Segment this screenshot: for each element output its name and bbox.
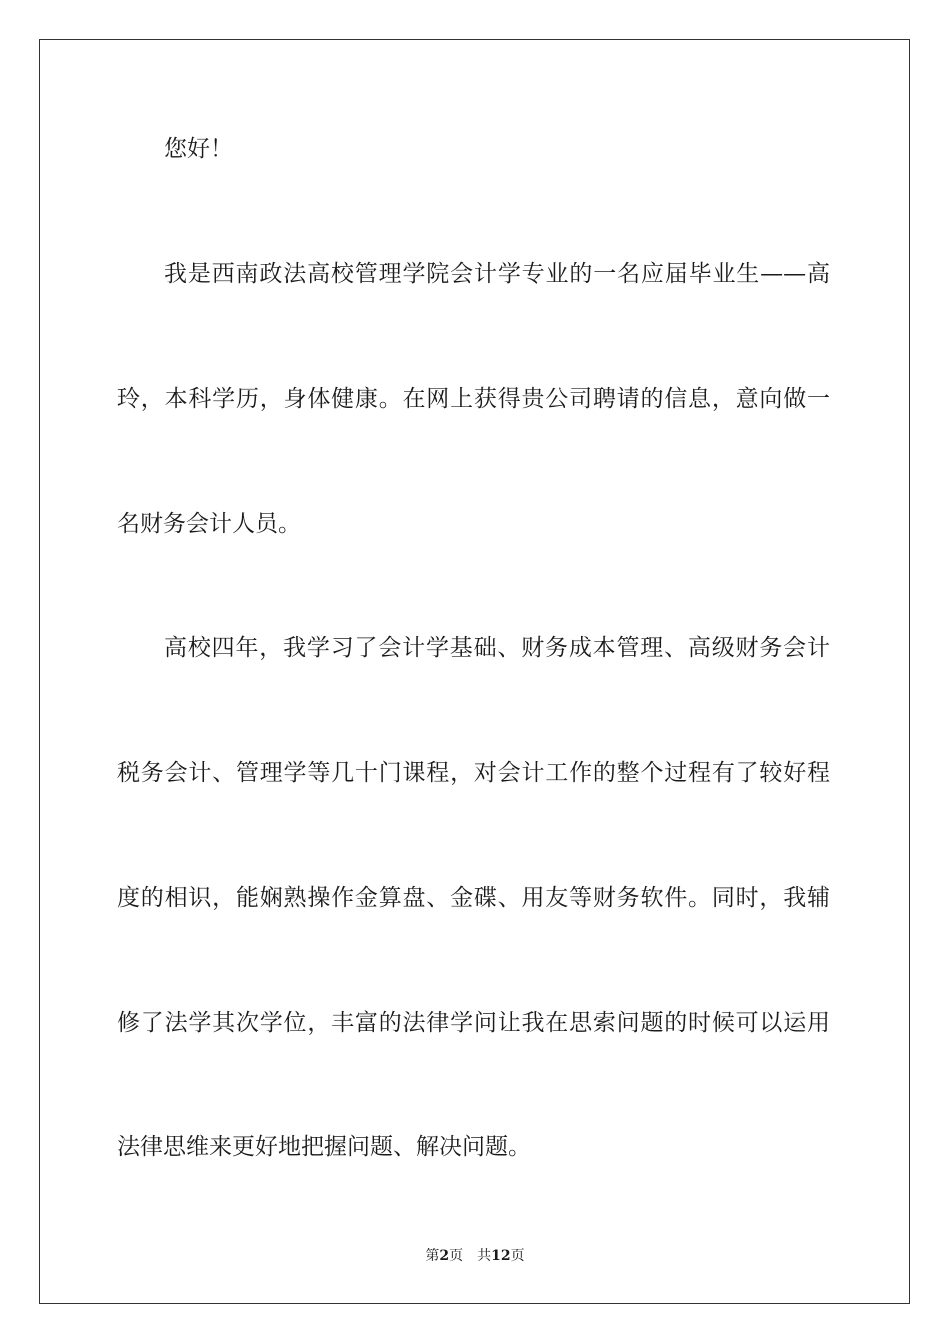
body-line-7: 修了法学其次学位，丰富的法律学问让我在思索问题的时候可以运用 — [117, 1010, 830, 1036]
page-footer — [0, 1246, 950, 1266]
body-line-2: 玲，本科学历，身体健康。在网上获得贵公司聘请的信息，意向做一 — [117, 386, 830, 412]
footer-page-prefix: 第 — [425, 1248, 440, 1264]
body-line-3: 名财务会计人员。 — [117, 511, 301, 537]
footer-total-unit: 页 — [510, 1248, 525, 1264]
page-border — [39, 39, 910, 1304]
body-line-5: 税务会计、管理学等几十门课程，对会计工作的整个过程有了较好程 — [117, 760, 830, 786]
body-line-4: 高校四年，我学习了会计学基础、财务成本管理、高级财务会计 — [164, 635, 830, 661]
body-line-8: 法律思维来更好地把握问题、解决问题。 — [117, 1134, 531, 1160]
footer-page-total: 12 — [491, 1248, 511, 1264]
footer-page-unit: 页 — [449, 1248, 464, 1264]
footer-page-current: 2 — [439, 1248, 450, 1264]
footer-total-prefix: 共 — [477, 1248, 492, 1264]
body-line-1: 我是西南政法高校管理学院会计学专业的一名应届毕业生——高 — [164, 261, 830, 287]
body-line-6: 度的相识，能娴熟操作金算盘、金碟、用友等财务软件。同时，我辅 — [117, 885, 830, 911]
greeting-line: 您好！ — [164, 136, 233, 162]
